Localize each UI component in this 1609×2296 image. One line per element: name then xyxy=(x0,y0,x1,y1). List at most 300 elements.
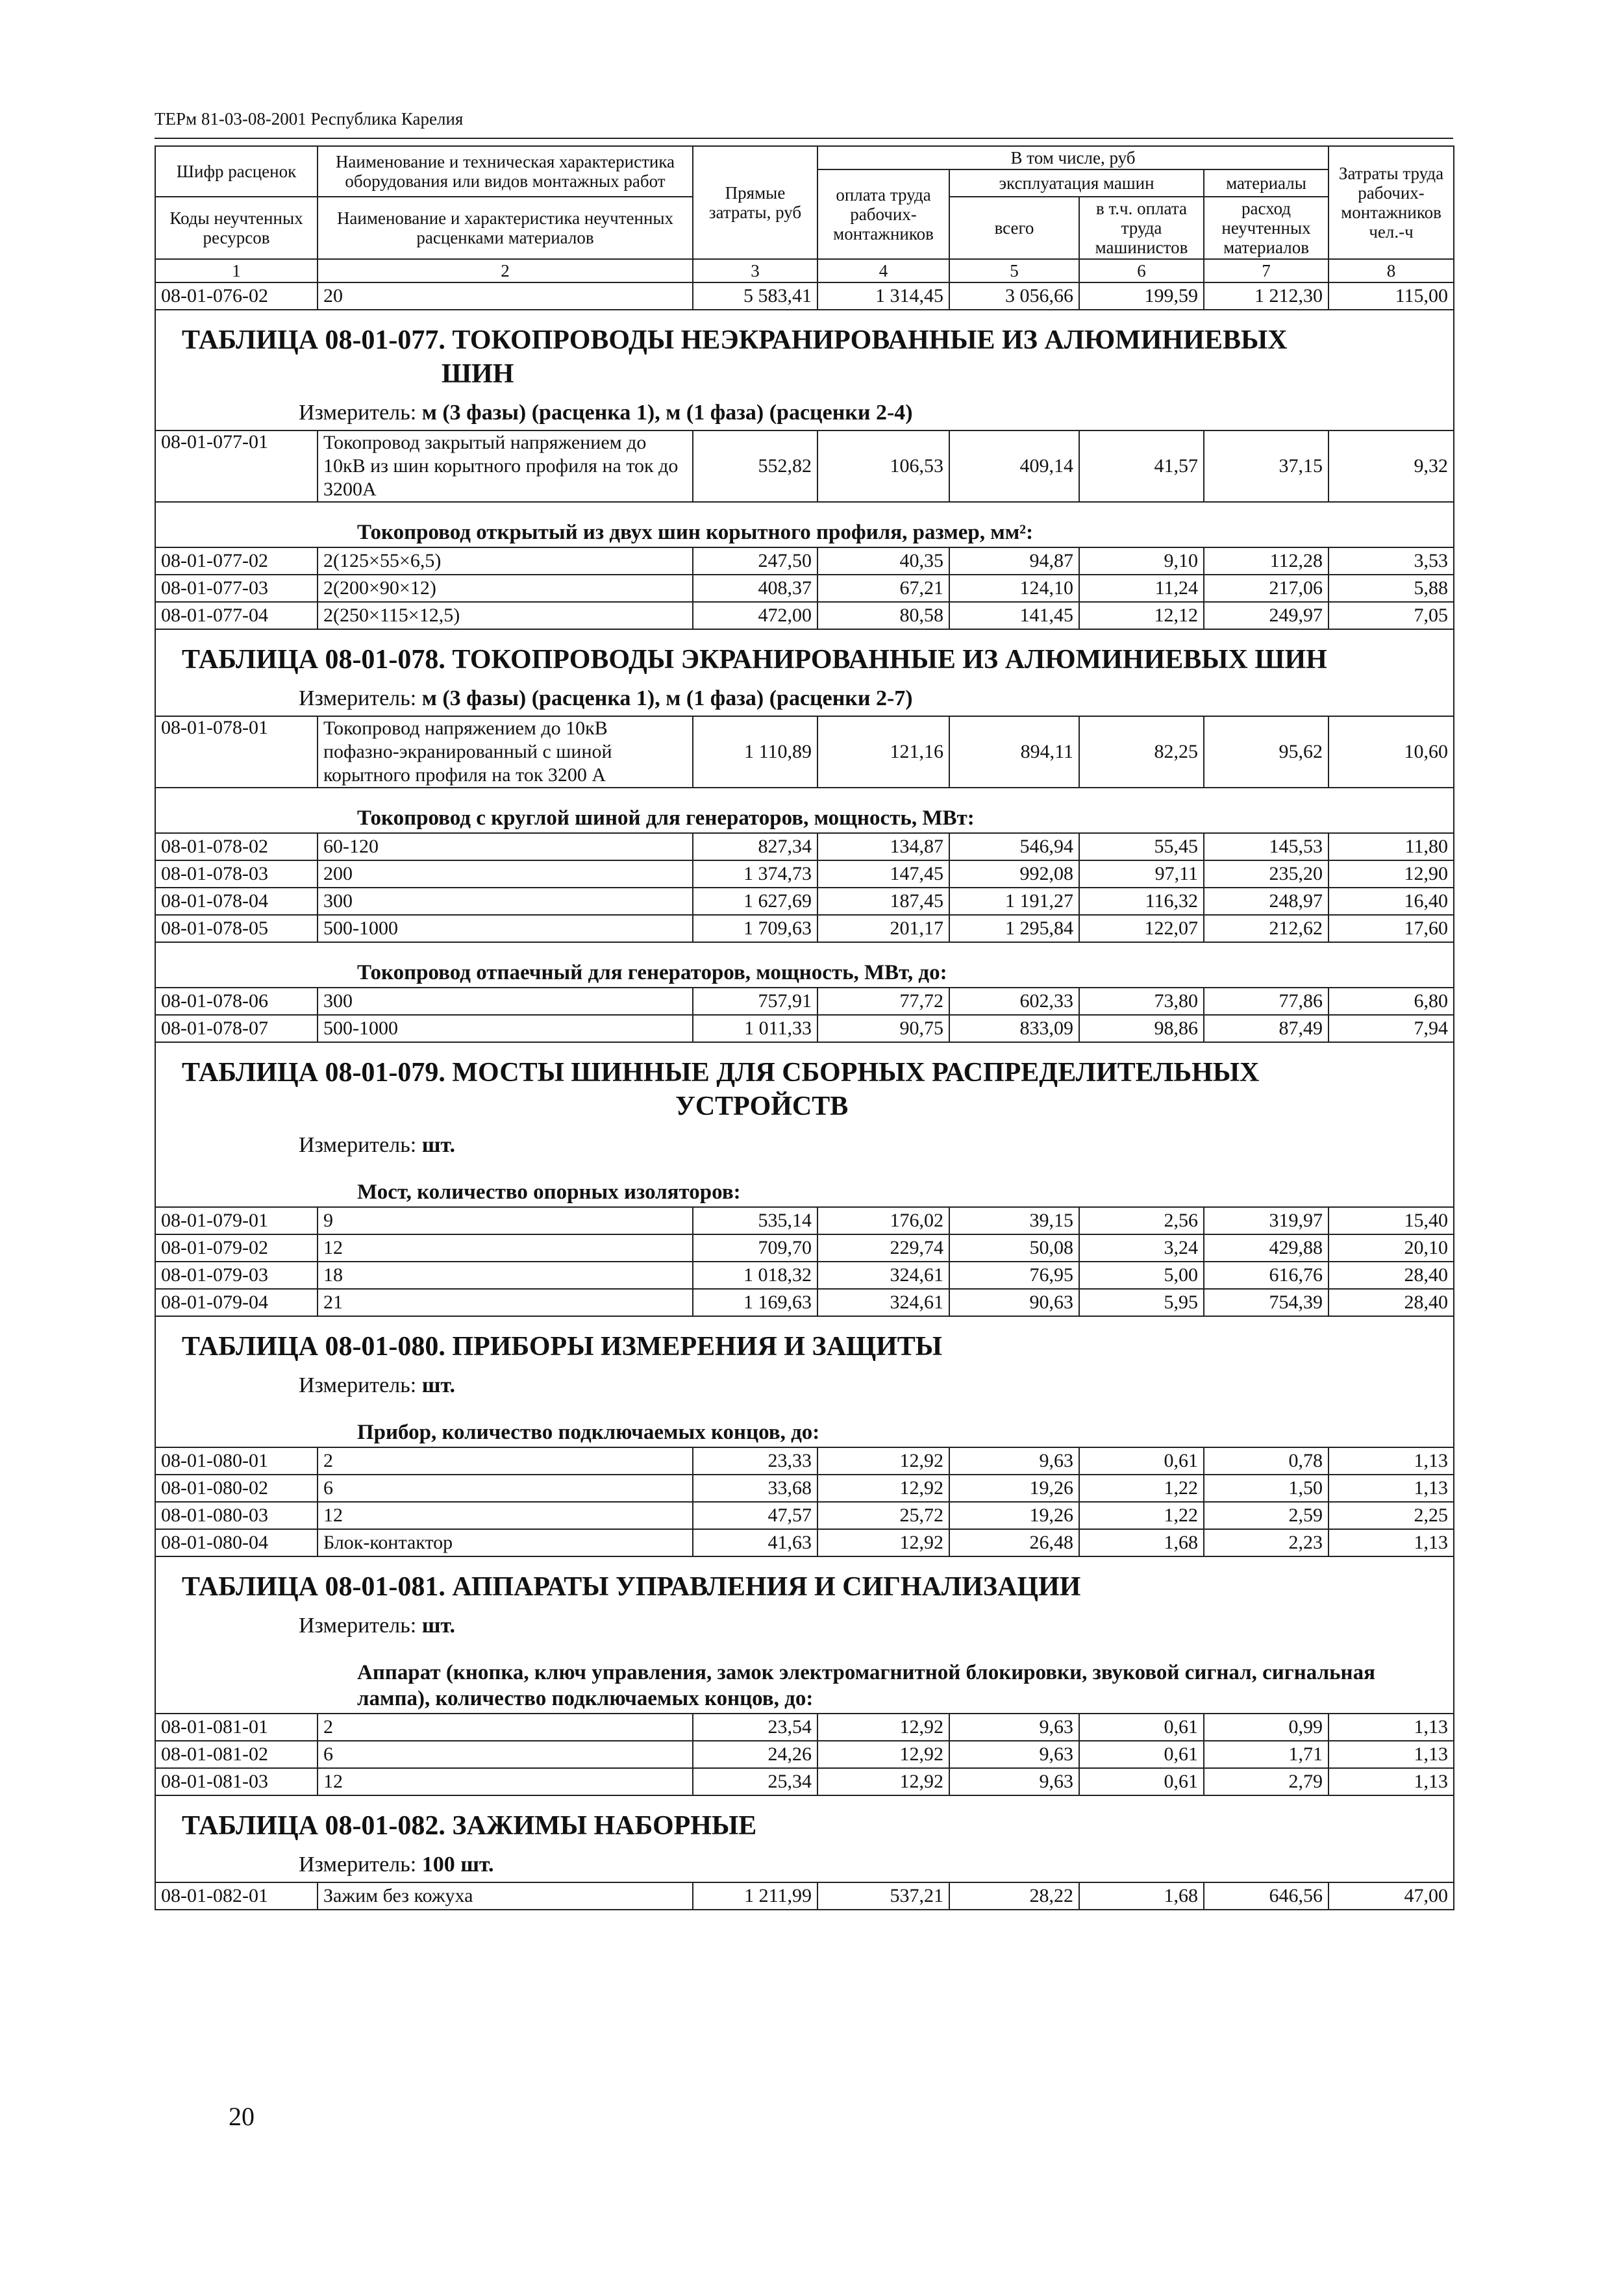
value-cell: 122,07 xyxy=(1079,915,1204,942)
table-row xyxy=(155,1447,1454,1475)
value-cell: 23,33 xyxy=(693,1447,817,1475)
value-cell: 247,50 xyxy=(693,547,817,575)
page-number: 20 xyxy=(229,2102,255,2131)
description-cell: 18 xyxy=(318,1262,693,1289)
value-cell: 82,25 xyxy=(1079,716,1204,788)
value-cell: 0,61 xyxy=(1079,1741,1204,1768)
table-row xyxy=(155,1714,1454,1741)
value-cell: 7,05 xyxy=(1328,602,1454,629)
table-row xyxy=(155,430,1454,502)
value-cell: 2,79 xyxy=(1204,1768,1328,1795)
value-cell: 616,76 xyxy=(1204,1262,1328,1289)
value-cell: 77,86 xyxy=(1204,988,1328,1015)
subgroup-text: Токопровод с круглой шиной для генераторов, мощность, МВт: xyxy=(357,806,975,830)
table-title xyxy=(155,310,1454,395)
value-cell: 19,26 xyxy=(949,1502,1079,1529)
value-cell: 5,95 xyxy=(1079,1289,1204,1316)
value-cell: 28,40 xyxy=(1328,1262,1454,1289)
value-cell: 249,97 xyxy=(1204,602,1328,629)
subgroup-text: Токопровод открытый из двух шин корытного профиля, размер, мм²: xyxy=(357,521,1034,544)
description-cell: 2 xyxy=(318,1447,693,1475)
value-cell: 1 018,32 xyxy=(693,1262,817,1289)
measure-value: шт. xyxy=(421,1614,456,1638)
table-row xyxy=(155,1475,1454,1502)
value-cell: 535,14 xyxy=(693,1207,817,1234)
measure-unit xyxy=(155,1367,1454,1403)
value-cell: 112,28 xyxy=(1204,547,1328,575)
value-cell: 9,10 xyxy=(1079,547,1204,575)
table-title-text: ТАБЛИЦА 08-01-082. ЗАЖИМЫ НАБОРНЫЕ xyxy=(182,1811,757,1841)
value-cell: 33,68 xyxy=(693,1475,817,1502)
header-rule xyxy=(155,138,1453,139)
value-cell: 50,08 xyxy=(949,1234,1079,1262)
measure-value: шт. xyxy=(421,1133,456,1157)
value-cell: 2,56 xyxy=(1079,1207,1204,1234)
table-title-text: ТАБЛИЦА 08-01-080. ПРИБОРЫ ИЗМЕРЕНИЯ И ЗАЩИТЫ xyxy=(182,1332,942,1362)
value-cell: 124,10 xyxy=(949,575,1079,602)
value-cell: 1 211,99 xyxy=(693,1882,817,1910)
table-row xyxy=(155,716,1454,788)
table-title xyxy=(155,1316,1454,1367)
value-cell: 0,99 xyxy=(1204,1714,1328,1741)
measure-unit xyxy=(155,1847,1454,1882)
value-cell: 41,63 xyxy=(693,1529,817,1556)
description-cell: 500-1000 xyxy=(318,1015,693,1042)
value-cell: 37,15 xyxy=(1204,430,1328,502)
value-cell: 94,87 xyxy=(949,547,1079,575)
value-cell: 3,24 xyxy=(1079,1234,1204,1262)
value-cell: 9,63 xyxy=(949,1768,1079,1795)
value-cell: 9,32 xyxy=(1328,430,1454,502)
value-cell: 324,61 xyxy=(817,1289,949,1316)
table-row xyxy=(155,1289,1454,1316)
column-number: 1 xyxy=(155,259,318,282)
table-title-text: ТАБЛИЦА 08-01-078. ТОКОПРОВОДЫ ЭКРАНИРОВАННЫЕ ИЗ АЛЮМИНИЕВЫХ ШИН xyxy=(182,645,1327,675)
table-title-text: ТАБЛИЦА 08-01-077. ТОКОПРОВОДЫ НЕЭКРАНИРОВАННЫЕ ИЗ АЛЮМИНИЕВЫХ xyxy=(182,325,1288,355)
rate-code-cell: 08-01-079-01 xyxy=(155,1207,318,1234)
value-cell: 754,39 xyxy=(1204,1289,1328,1316)
value-cell: 15,40 xyxy=(1328,1207,1454,1234)
value-cell: 90,75 xyxy=(817,1015,949,1042)
measure-label: Измеритель: xyxy=(299,401,422,425)
running-header: ТЕРм 81-03-08-2001 Республика Карелия xyxy=(155,109,464,129)
value-cell: 141,45 xyxy=(949,602,1079,629)
table-row xyxy=(155,1882,1454,1910)
value-cell: 9,63 xyxy=(949,1447,1079,1475)
value-cell: 80,58 xyxy=(817,602,949,629)
value-cell: 248,97 xyxy=(1204,888,1328,915)
value-cell: 1 212,30 xyxy=(1204,282,1328,310)
table-title-text: ТАБЛИЦА 08-01-079. МОСТЫ ШИННЫЕ ДЛЯ СБОРНЫХ РАСПРЕДЕЛИТЕЛЬНЫХ xyxy=(182,1058,1260,1088)
subgroup-text: Мост, количество опорных изоляторов: xyxy=(357,1180,741,1204)
value-cell: 5,88 xyxy=(1328,575,1454,602)
value-cell: 1,13 xyxy=(1328,1768,1454,1795)
value-cell: 1,71 xyxy=(1204,1741,1328,1768)
direct-costs-header: Прямые затраты, руб xyxy=(693,146,817,259)
value-cell: 1,22 xyxy=(1079,1475,1204,1502)
value-cell: 116,32 xyxy=(1079,888,1204,915)
description-cell: 6 xyxy=(318,1475,693,1502)
value-cell: 602,33 xyxy=(949,988,1079,1015)
value-cell: 12,92 xyxy=(817,1475,949,1502)
value-cell: 1,68 xyxy=(1079,1882,1204,1910)
description-cell: Токопровод закрытый напряжением до 10кВ из шин корытного профиля на ток до 3200А xyxy=(318,430,693,502)
subgroup-heading xyxy=(155,1643,1454,1714)
value-cell: 47,57 xyxy=(693,1502,817,1529)
value-cell: 992,08 xyxy=(949,860,1079,888)
value-cell: 552,82 xyxy=(693,430,817,502)
value-cell: 12,92 xyxy=(817,1447,949,1475)
value-cell: 147,45 xyxy=(817,860,949,888)
measure-unit-cell xyxy=(155,1127,1454,1162)
rate-code-cell: 08-01-078-01 xyxy=(155,716,318,788)
value-cell: 187,45 xyxy=(817,888,949,915)
value-cell: 10,60 xyxy=(1328,716,1454,788)
description-cell: Блок-контактор xyxy=(318,1529,693,1556)
value-cell: 1,13 xyxy=(1328,1475,1454,1502)
rate-code-cell: 08-01-081-01 xyxy=(155,1714,318,1741)
value-cell: 2,23 xyxy=(1204,1529,1328,1556)
value-cell: 12,92 xyxy=(817,1741,949,1768)
value-cell: 757,91 xyxy=(693,988,817,1015)
value-cell: 319,97 xyxy=(1204,1207,1328,1234)
value-cell: 11,24 xyxy=(1079,575,1204,602)
table-row xyxy=(155,988,1454,1015)
labor-pay-header: оплата труда рабочих-монтажников xyxy=(817,169,949,259)
column-number: 8 xyxy=(1328,259,1454,282)
value-cell: 0,61 xyxy=(1079,1714,1204,1741)
subgroup-heading-cell xyxy=(155,1162,1454,1207)
rate-code-cell: 08-01-078-04 xyxy=(155,888,318,915)
subgroup-text: Прибор, количество подключаемых концов, до: xyxy=(357,1421,820,1444)
value-cell: 20,10 xyxy=(1328,1234,1454,1262)
table-title xyxy=(155,1795,1454,1847)
measure-label: Измеритель: xyxy=(299,1373,422,1397)
table-header-row xyxy=(155,146,1454,169)
column-number: 6 xyxy=(1079,259,1204,282)
rate-code-cell: 08-01-082-01 xyxy=(155,1882,318,1910)
value-cell: 199,59 xyxy=(1079,282,1204,310)
measure-unit-cell xyxy=(155,1608,1454,1643)
table-title-cell xyxy=(155,1795,1454,1847)
value-cell: 17,60 xyxy=(1328,915,1454,942)
value-cell: 1,22 xyxy=(1079,1502,1204,1529)
value-cell: 11,80 xyxy=(1328,833,1454,860)
code-header: Шифр расценок xyxy=(155,146,318,197)
subgroup-heading-cell xyxy=(155,942,1454,988)
table-row xyxy=(155,1768,1454,1795)
measure-value: 100 шт. xyxy=(421,1853,494,1877)
value-cell: 39,15 xyxy=(949,1207,1079,1234)
measure-value: шт. xyxy=(421,1373,456,1397)
table-row xyxy=(155,915,1454,942)
value-cell: 409,14 xyxy=(949,430,1079,502)
value-cell: 40,35 xyxy=(817,547,949,575)
value-cell: 73,80 xyxy=(1079,988,1204,1015)
description-cell: 12 xyxy=(318,1768,693,1795)
subgroup-heading xyxy=(155,1403,1454,1447)
table-row xyxy=(155,1741,1454,1768)
description-cell: 300 xyxy=(318,888,693,915)
labor-cost-header: Затраты труда рабочих-монтажников чел.-ч xyxy=(1328,146,1454,259)
table-row xyxy=(155,1234,1454,1262)
machines-labor-header: в т.ч. оплата труда машинистов xyxy=(1079,197,1204,259)
measure-label: Измеритель: xyxy=(299,1614,422,1638)
value-cell: 106,53 xyxy=(817,430,949,502)
description-cell: Токопровод напряжением до 10кВ пофазно-экранированный с шиной корытного профиля на ток 3200 А xyxy=(318,716,693,788)
subgroup-heading xyxy=(155,1162,1454,1207)
measure-unit-cell xyxy=(155,680,1454,716)
value-cell: 833,09 xyxy=(949,1015,1079,1042)
description-cell: 12 xyxy=(318,1502,693,1529)
value-cell: 145,53 xyxy=(1204,833,1328,860)
materials-unaccounted-header: расход неучтенных материалов xyxy=(1204,197,1328,259)
value-cell: 3 056,66 xyxy=(949,282,1079,310)
subgroup-heading-cell xyxy=(155,1643,1454,1714)
rate-code-cell: 08-01-081-03 xyxy=(155,1768,318,1795)
value-cell: 77,72 xyxy=(817,988,949,1015)
table-title xyxy=(155,1042,1454,1127)
value-cell: 1 314,45 xyxy=(817,282,949,310)
measure-label: Измеритель: xyxy=(299,1133,422,1157)
value-cell: 23,54 xyxy=(693,1714,817,1741)
value-cell: 9,63 xyxy=(949,1714,1079,1741)
value-cell: 176,02 xyxy=(817,1207,949,1234)
price-table xyxy=(155,145,1454,1910)
value-cell: 12,92 xyxy=(817,1529,949,1556)
value-cell: 472,00 xyxy=(693,602,817,629)
materials-header: материалы xyxy=(1204,169,1328,197)
value-cell: 0,61 xyxy=(1079,1768,1204,1795)
value-cell: 24,26 xyxy=(693,1741,817,1768)
value-cell: 1 374,73 xyxy=(693,860,817,888)
rate-code-cell: 08-01-078-06 xyxy=(155,988,318,1015)
value-cell: 201,17 xyxy=(817,915,949,942)
value-cell: 1 110,89 xyxy=(693,716,817,788)
subgroup-heading-cell xyxy=(155,788,1454,833)
value-cell: 1 191,27 xyxy=(949,888,1079,915)
value-cell: 1 011,33 xyxy=(693,1015,817,1042)
value-cell: 98,86 xyxy=(1079,1015,1204,1042)
value-cell: 2,59 xyxy=(1204,1502,1328,1529)
value-cell: 26,48 xyxy=(949,1529,1079,1556)
table-title xyxy=(155,629,1454,680)
description-cell: 20 xyxy=(318,282,693,310)
value-cell: 408,37 xyxy=(693,575,817,602)
measure-label: Измеритель: xyxy=(299,1853,422,1877)
table-row xyxy=(155,547,1454,575)
description-cell: 9 xyxy=(318,1207,693,1234)
subgroup-text: Аппарат (кнопка, ключ управления, замок электромагнитной блокировки, звуковой сигнал, сигнальная лампа), количество подключаемых концов, до: xyxy=(357,1661,1375,1710)
machines-header: эксплуатация машин xyxy=(949,169,1204,197)
rate-code-cell: 08-01-076-02 xyxy=(155,282,318,310)
description-cell: 300 xyxy=(318,988,693,1015)
measure-unit xyxy=(155,1127,1454,1162)
measure-unit-cell xyxy=(155,1367,1454,1403)
value-cell: 212,62 xyxy=(1204,915,1328,942)
value-cell: 19,26 xyxy=(949,1475,1079,1502)
rate-code-cell: 08-01-081-02 xyxy=(155,1741,318,1768)
column-number: 3 xyxy=(693,259,817,282)
value-cell: 1,13 xyxy=(1328,1529,1454,1556)
description-cell: 500-1000 xyxy=(318,915,693,942)
value-cell: 12,92 xyxy=(817,1768,949,1795)
subgroup-heading-cell xyxy=(155,1403,1454,1447)
rate-code-cell: 08-01-077-02 xyxy=(155,547,318,575)
value-cell: 28,40 xyxy=(1328,1289,1454,1316)
description-cell: 200 xyxy=(318,860,693,888)
subgroup-text: Токопровод отпаечный для генераторов, мощность, МВт, до: xyxy=(357,961,947,984)
value-cell: 16,40 xyxy=(1328,888,1454,915)
value-cell: 1,13 xyxy=(1328,1741,1454,1768)
measure-unit-cell xyxy=(155,395,1454,430)
table-title-cell xyxy=(155,1556,1454,1608)
value-cell: 67,21 xyxy=(817,575,949,602)
rate-code-cell: 08-01-080-02 xyxy=(155,1475,318,1502)
value-cell: 537,21 xyxy=(817,1882,949,1910)
value-cell: 1 709,63 xyxy=(693,915,817,942)
table-row xyxy=(155,1015,1454,1042)
table-row xyxy=(155,1529,1454,1556)
rate-code-cell: 08-01-077-03 xyxy=(155,575,318,602)
value-cell: 90,63 xyxy=(949,1289,1079,1316)
value-cell: 25,34 xyxy=(693,1768,817,1795)
value-cell: 894,11 xyxy=(949,716,1079,788)
incl-header: В том числе, руб xyxy=(817,146,1328,169)
description-cell: 2(200×90×12) xyxy=(318,575,693,602)
value-cell: 217,06 xyxy=(1204,575,1328,602)
subgroup-heading xyxy=(155,788,1454,833)
table-title-text: УСТРОЙСТВ xyxy=(675,1092,849,1121)
value-cell: 47,00 xyxy=(1328,1882,1454,1910)
value-cell: 97,11 xyxy=(1079,860,1204,888)
value-cell: 1 169,63 xyxy=(693,1289,817,1316)
value-cell: 55,45 xyxy=(1079,833,1204,860)
value-cell: 827,34 xyxy=(693,833,817,860)
value-cell: 12,92 xyxy=(817,1714,949,1741)
table-title-cell xyxy=(155,310,1454,395)
value-cell: 9,63 xyxy=(949,1741,1079,1768)
materials-name-header: Наименование и характеристика неучтенных расценками материалов xyxy=(318,197,693,259)
measure-label: Измеритель: xyxy=(299,686,422,710)
value-cell: 646,56 xyxy=(1204,1882,1328,1910)
description-cell: 2 xyxy=(318,1714,693,1741)
table-title-text: ТАБЛИЦА 08-01-081. АППАРАТЫ УПРАВЛЕНИЯ И СИГНАЛИЗАЦИИ xyxy=(182,1572,1081,1602)
value-cell: 6,80 xyxy=(1328,988,1454,1015)
value-cell: 7,94 xyxy=(1328,1015,1454,1042)
measure-unit-cell xyxy=(155,1847,1454,1882)
value-cell: 5 583,41 xyxy=(693,282,817,310)
table-row xyxy=(155,833,1454,860)
value-cell: 76,95 xyxy=(949,1262,1079,1289)
value-cell: 25,72 xyxy=(817,1502,949,1529)
table-title xyxy=(155,1556,1454,1608)
column-numbers-row xyxy=(155,259,1454,282)
machines-total-header: всего xyxy=(949,197,1079,259)
description-cell: Зажим без кожуха xyxy=(318,1882,693,1910)
value-cell: 12,12 xyxy=(1079,602,1204,629)
measure-unit xyxy=(155,680,1454,716)
value-cell: 121,16 xyxy=(817,716,949,788)
value-cell: 0,61 xyxy=(1079,1447,1204,1475)
value-cell: 1,68 xyxy=(1079,1529,1204,1556)
value-cell: 1,50 xyxy=(1204,1475,1328,1502)
value-cell: 324,61 xyxy=(817,1262,949,1289)
value-cell: 429,88 xyxy=(1204,1234,1328,1262)
subgroup-heading xyxy=(155,502,1454,547)
value-cell: 546,94 xyxy=(949,833,1079,860)
measure-value: м (3 фазы) (расценка 1), м (1 фаза) (расценки 2-7) xyxy=(421,686,913,710)
description-cell: 6 xyxy=(318,1741,693,1768)
value-cell: 229,74 xyxy=(817,1234,949,1262)
rate-code-cell: 08-01-078-02 xyxy=(155,833,318,860)
value-cell: 5,00 xyxy=(1079,1262,1204,1289)
value-cell: 12,90 xyxy=(1328,860,1454,888)
measure-unit xyxy=(155,1608,1454,1643)
rate-code-cell: 08-01-080-01 xyxy=(155,1447,318,1475)
table-row xyxy=(155,888,1454,915)
column-number: 5 xyxy=(949,259,1079,282)
column-number: 7 xyxy=(1204,259,1328,282)
rate-code-cell: 08-01-078-03 xyxy=(155,860,318,888)
subgroup-heading-cell xyxy=(155,502,1454,547)
rate-code-cell: 08-01-078-05 xyxy=(155,915,318,942)
value-cell: 1 295,84 xyxy=(949,915,1079,942)
table-row xyxy=(155,282,1454,310)
rate-code-cell: 08-01-077-01 xyxy=(155,430,318,502)
value-cell: 235,20 xyxy=(1204,860,1328,888)
price-document xyxy=(155,145,1453,1910)
measure-unit xyxy=(155,395,1454,430)
table-row xyxy=(155,575,1454,602)
name-header: Наименование и техническая характеристика оборудования или видов монтажных работ xyxy=(318,146,693,197)
description-cell: 12 xyxy=(318,1234,693,1262)
value-cell: 41,57 xyxy=(1079,430,1204,502)
value-cell: 134,87 xyxy=(817,833,949,860)
table-row xyxy=(155,1262,1454,1289)
value-cell: 1 627,69 xyxy=(693,888,817,915)
value-cell: 0,78 xyxy=(1204,1447,1328,1475)
resource-codes-header: Коды неучтенных ресурсов xyxy=(155,197,318,259)
description-cell: 2(125×55×6,5) xyxy=(318,547,693,575)
value-cell: 3,53 xyxy=(1328,547,1454,575)
rate-code-cell: 08-01-077-04 xyxy=(155,602,318,629)
price-table-body xyxy=(155,146,1454,1910)
description-cell: 21 xyxy=(318,1289,693,1316)
rate-code-cell: 08-01-079-02 xyxy=(155,1234,318,1262)
value-cell: 95,62 xyxy=(1204,716,1328,788)
table-title-text: ШИН xyxy=(442,359,514,389)
value-cell: 115,00 xyxy=(1328,282,1454,310)
rate-code-cell: 08-01-080-03 xyxy=(155,1502,318,1529)
column-number: 2 xyxy=(318,259,693,282)
description-cell: 2(250×115×12,5) xyxy=(318,602,693,629)
column-number: 4 xyxy=(817,259,949,282)
rate-code-cell: 08-01-080-04 xyxy=(155,1529,318,1556)
table-row xyxy=(155,1207,1454,1234)
rate-code-cell: 08-01-079-04 xyxy=(155,1289,318,1316)
description-cell: 60-120 xyxy=(318,833,693,860)
table-row xyxy=(155,602,1454,629)
value-cell: 1,13 xyxy=(1328,1714,1454,1741)
table-title-cell xyxy=(155,629,1454,680)
table-row xyxy=(155,1502,1454,1529)
table-row xyxy=(155,860,1454,888)
table-title-cell xyxy=(155,1316,1454,1367)
table-title-cell xyxy=(155,1042,1454,1127)
value-cell: 28,22 xyxy=(949,1882,1079,1910)
rate-code-cell: 08-01-079-03 xyxy=(155,1262,318,1289)
